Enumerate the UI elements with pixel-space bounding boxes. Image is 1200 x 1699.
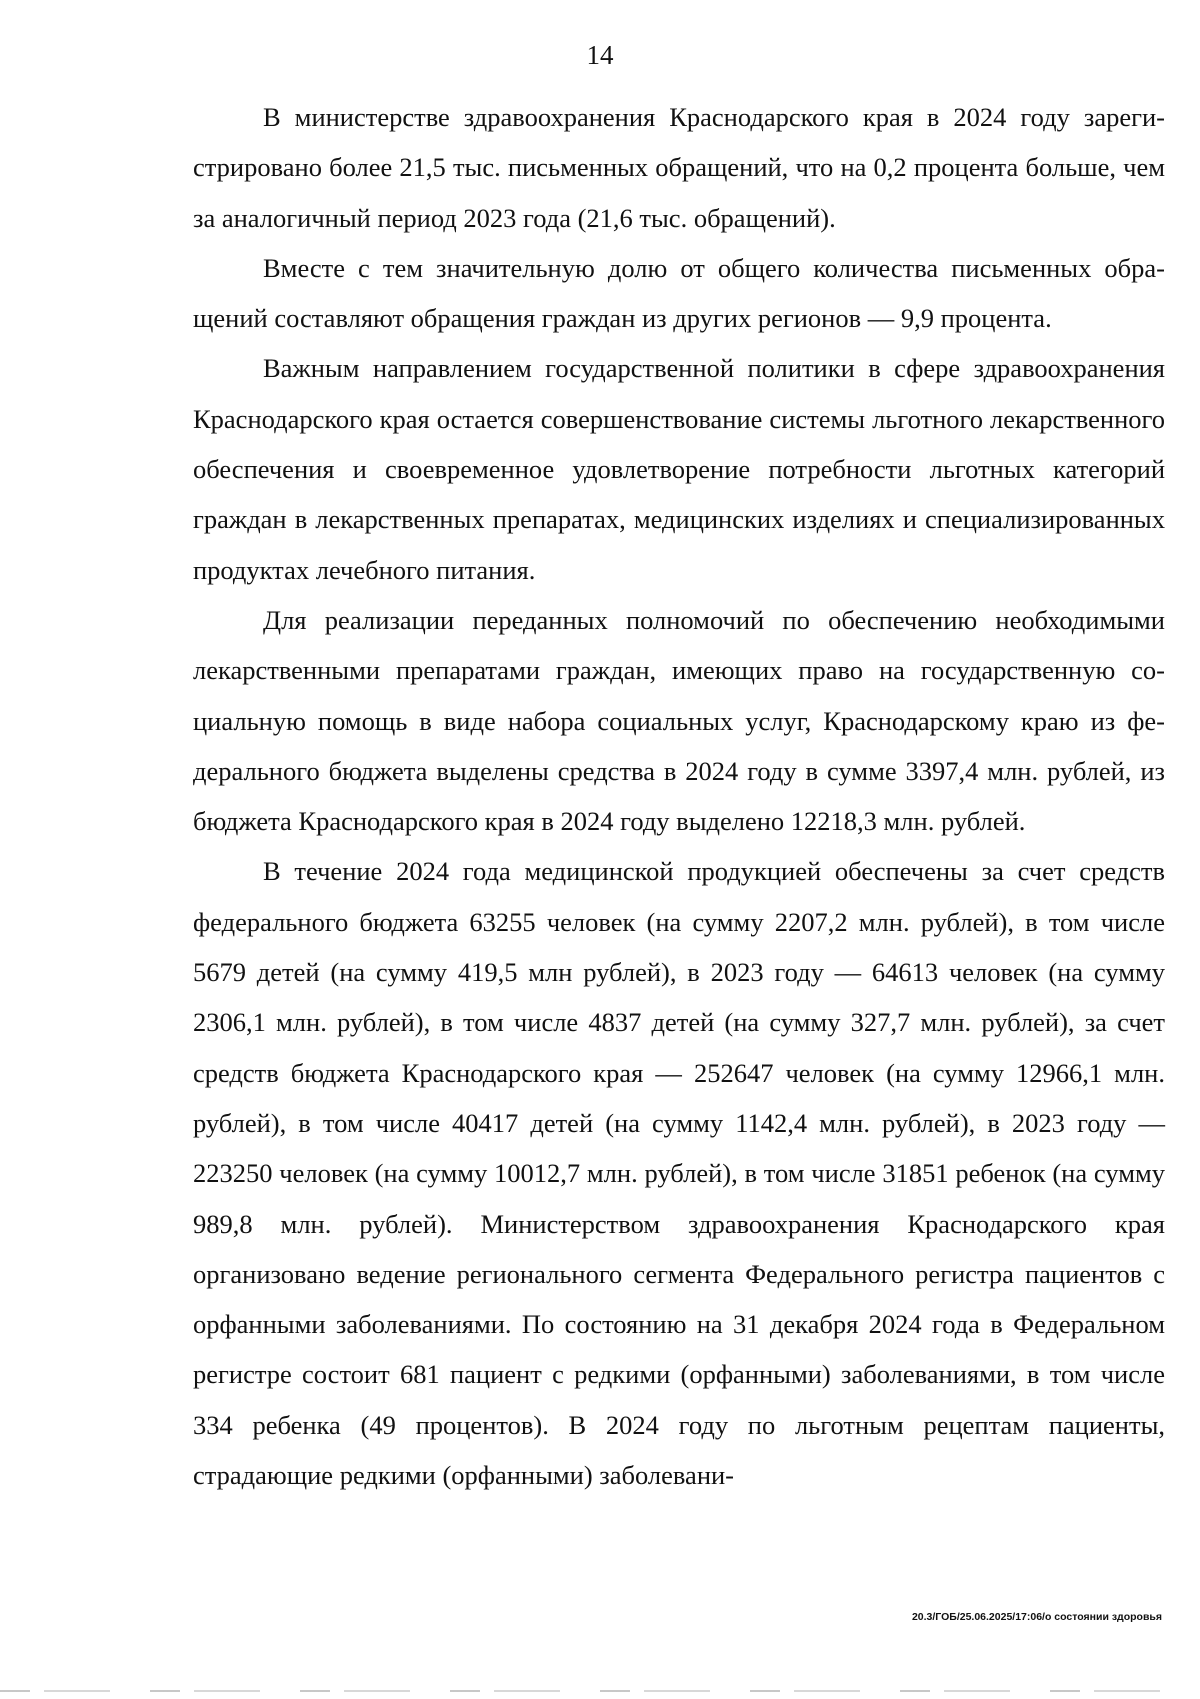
paragraph-medical-products-statistics: В течение 2024 года медицинской продукцией обеспечены за счет средств федерального бюджета 63255 человек (на сумму 2207,2 млн. рублей), в том числе 5679 детей (на сумму 419,5 млн рублей), в 2023 году — 64613 человек (на сумму 2306,1 млн. рублей), в том числе 4837 детей (на сумму 327,7 млн. рублей), за счет средств бюджета Краснодарского края — 252647 человек (на сумму 12966,1 млн. рублей), в том числе 40417 детей (на сумму 1142,4 млн. рублей), в 2023 году — 223250 человек (на сумму 10012,7 млн. рублей), в том числе 31851 ребенок (на сумму 989,8 млн. рублей). Министерством здравоохранения Краснодарского края организовано ведение регионального сегмента Федерального регистра пациентов с орфанными заболеваниями. По состоянию на 31 декабря 2024 года в Федеральном регистре состоит 681 пациент с редкими (орфанными) заболеваниями, в том числе 334 ребенка (49 процентов). В 2024 году по льготным рецептам пациенты, страдающие редкими (орфанными) заболевани- [193,856,1165,1491]
paragraph-drug-provision-policy: Важным направлением государственной политики в сфере здравоохранения Краснодарского края остается совершенствование системы льготного лекарственного обеспечения и своевременное удовлетворение потребности льготных категорий граждан в лекарственных препаратах, медицинских изделиях и специализированных продуктах лечебного питания. [193,353,1165,585]
scan-edge-artifact [0,1690,1200,1692]
page-number: 14 [586,40,614,70]
document-footer-code: 20.3/ГОБ/25.06.2025/17:06/о состоянии здоровья [911,1611,1162,1623]
paragraph-budget-allocation: Для реализации переданных полномочий по обеспечению необходимыми лекарственными препаратами граждан, имеющих право на государственную социальную помощь в виде набора социальных услуг, Краснодарскому краю из федерального бюджета выделены средства в 2024 году в сумме 3397,4 млн. рублей, из бюджета Краснодарского края в 2024 году выделено 12218,3 млн. рублей. [193,604,1165,837]
paragraph-other-regions: Вместе с тем значительную долю от общего количества письменных обращений составляют обращения граждан из других регионов — 9,9 процента. [193,252,1165,334]
document-body [193,92,1165,1500]
paragraph-written-appeals: В министерстве здравоохранения Краснодарского края в 2024 году зарегистрировано более 21,5 тыс. письменных обращений, что на 0,2 процента больше, чем за аналогичный период 2023 года (21,6 тыс. обращений). [193,102,1165,233]
